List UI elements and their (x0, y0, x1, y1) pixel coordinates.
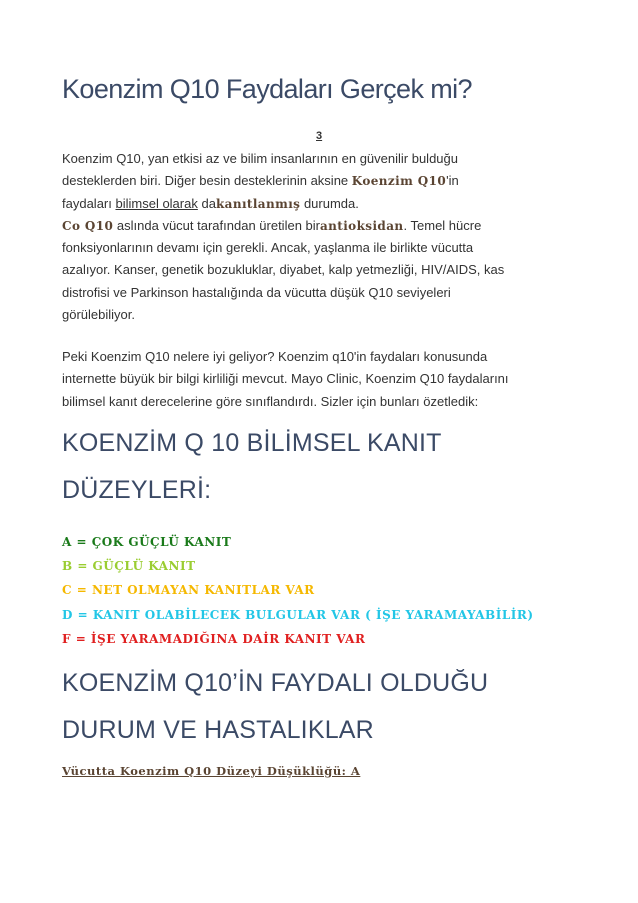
text-line: Peki Koenzim Q10 nelere iyi geliyor? Koenzim q10'in faydaları konusunda (62, 349, 488, 364)
inline-link[interactable]: bilimsel olarak (115, 195, 198, 211)
text-line: fonksiyonlarının devamı için gerekli. Ancak, yaşlanma ile birlikte vücutta (62, 240, 474, 256)
grade-item: C = NET OLMAYAN KANITLAR VAR (62, 583, 315, 598)
text-line: bilimsel kanıt derecelerine göre sınıflandırdı. Sizler için bunları özetledik: (62, 393, 479, 409)
text-line: distrofisi ve Parkinson hastalığında da vücutta düşük Q10 seviyeleri (62, 284, 451, 300)
grade-item: B = GÜÇLÜ KANIT (62, 559, 196, 574)
grade-item: F = İŞE YARAMADIĞINA DAİR KANIT VAR (62, 631, 366, 646)
second-paragraph (62, 346, 582, 413)
subsection-heading: Vücutta Koenzim Q10 Düzeyi Düşüklüğü: A (62, 764, 361, 778)
intro-paragraph (62, 148, 582, 326)
page-title: Koenzim Q10 Faydaları Gerçek mi? (62, 74, 472, 104)
grade-item: D = KANIT OLABİLECEK BULGULAR VAR ( İŞE YARAMAYABİLİR) (62, 607, 534, 622)
bold-term: antioksidan (319, 218, 404, 233)
evidence-grade-list (62, 530, 534, 651)
bold-term: kanıtlanmış (215, 196, 301, 211)
text-line: desteklerden biri. Diğer besin desteklerinin aksine Koenzim Q10'in (62, 173, 459, 189)
section-heading-beneficial-conditions: KOENZİM Q10’İN FAYDALI OLDUĞU DURUM VE HASTALIKLAR (62, 669, 489, 744)
text-line: Co Q10 aslında vücut tarafından üretilen birantioksidan. Temel hücre (62, 217, 482, 233)
footnote-marker[interactable]: 3 (316, 130, 323, 142)
bold-term: Co Q10 (62, 218, 114, 233)
section-heading-evidence-levels: KOENZİM Q 10 BİLİMSEL KANIT DÜZEYLERİ: (62, 429, 442, 504)
text-line: faydaları bilimsel olarak dakanıtlanmış durumda. (62, 195, 359, 211)
grade-item: A = ÇOK GÜÇLÜ KANIT (62, 535, 232, 549)
text-line: Koenzim Q10, yan etkisi az ve bilim insanlarının en güvenilir bulduğu (62, 151, 458, 166)
text-line: azalıyor. Kanser, genetik bozukluklar, diyabet, kalp yetmezliği, HIV/AIDS, kas (62, 262, 505, 278)
text-line: internette büyük bir bilgi kirliliği mevcut. Mayo Clinic, Koenzim Q10 faydalarını (62, 371, 509, 387)
text-line: görülebiliyor. (62, 307, 135, 323)
bold-term: Koenzim Q10 (351, 174, 447, 189)
